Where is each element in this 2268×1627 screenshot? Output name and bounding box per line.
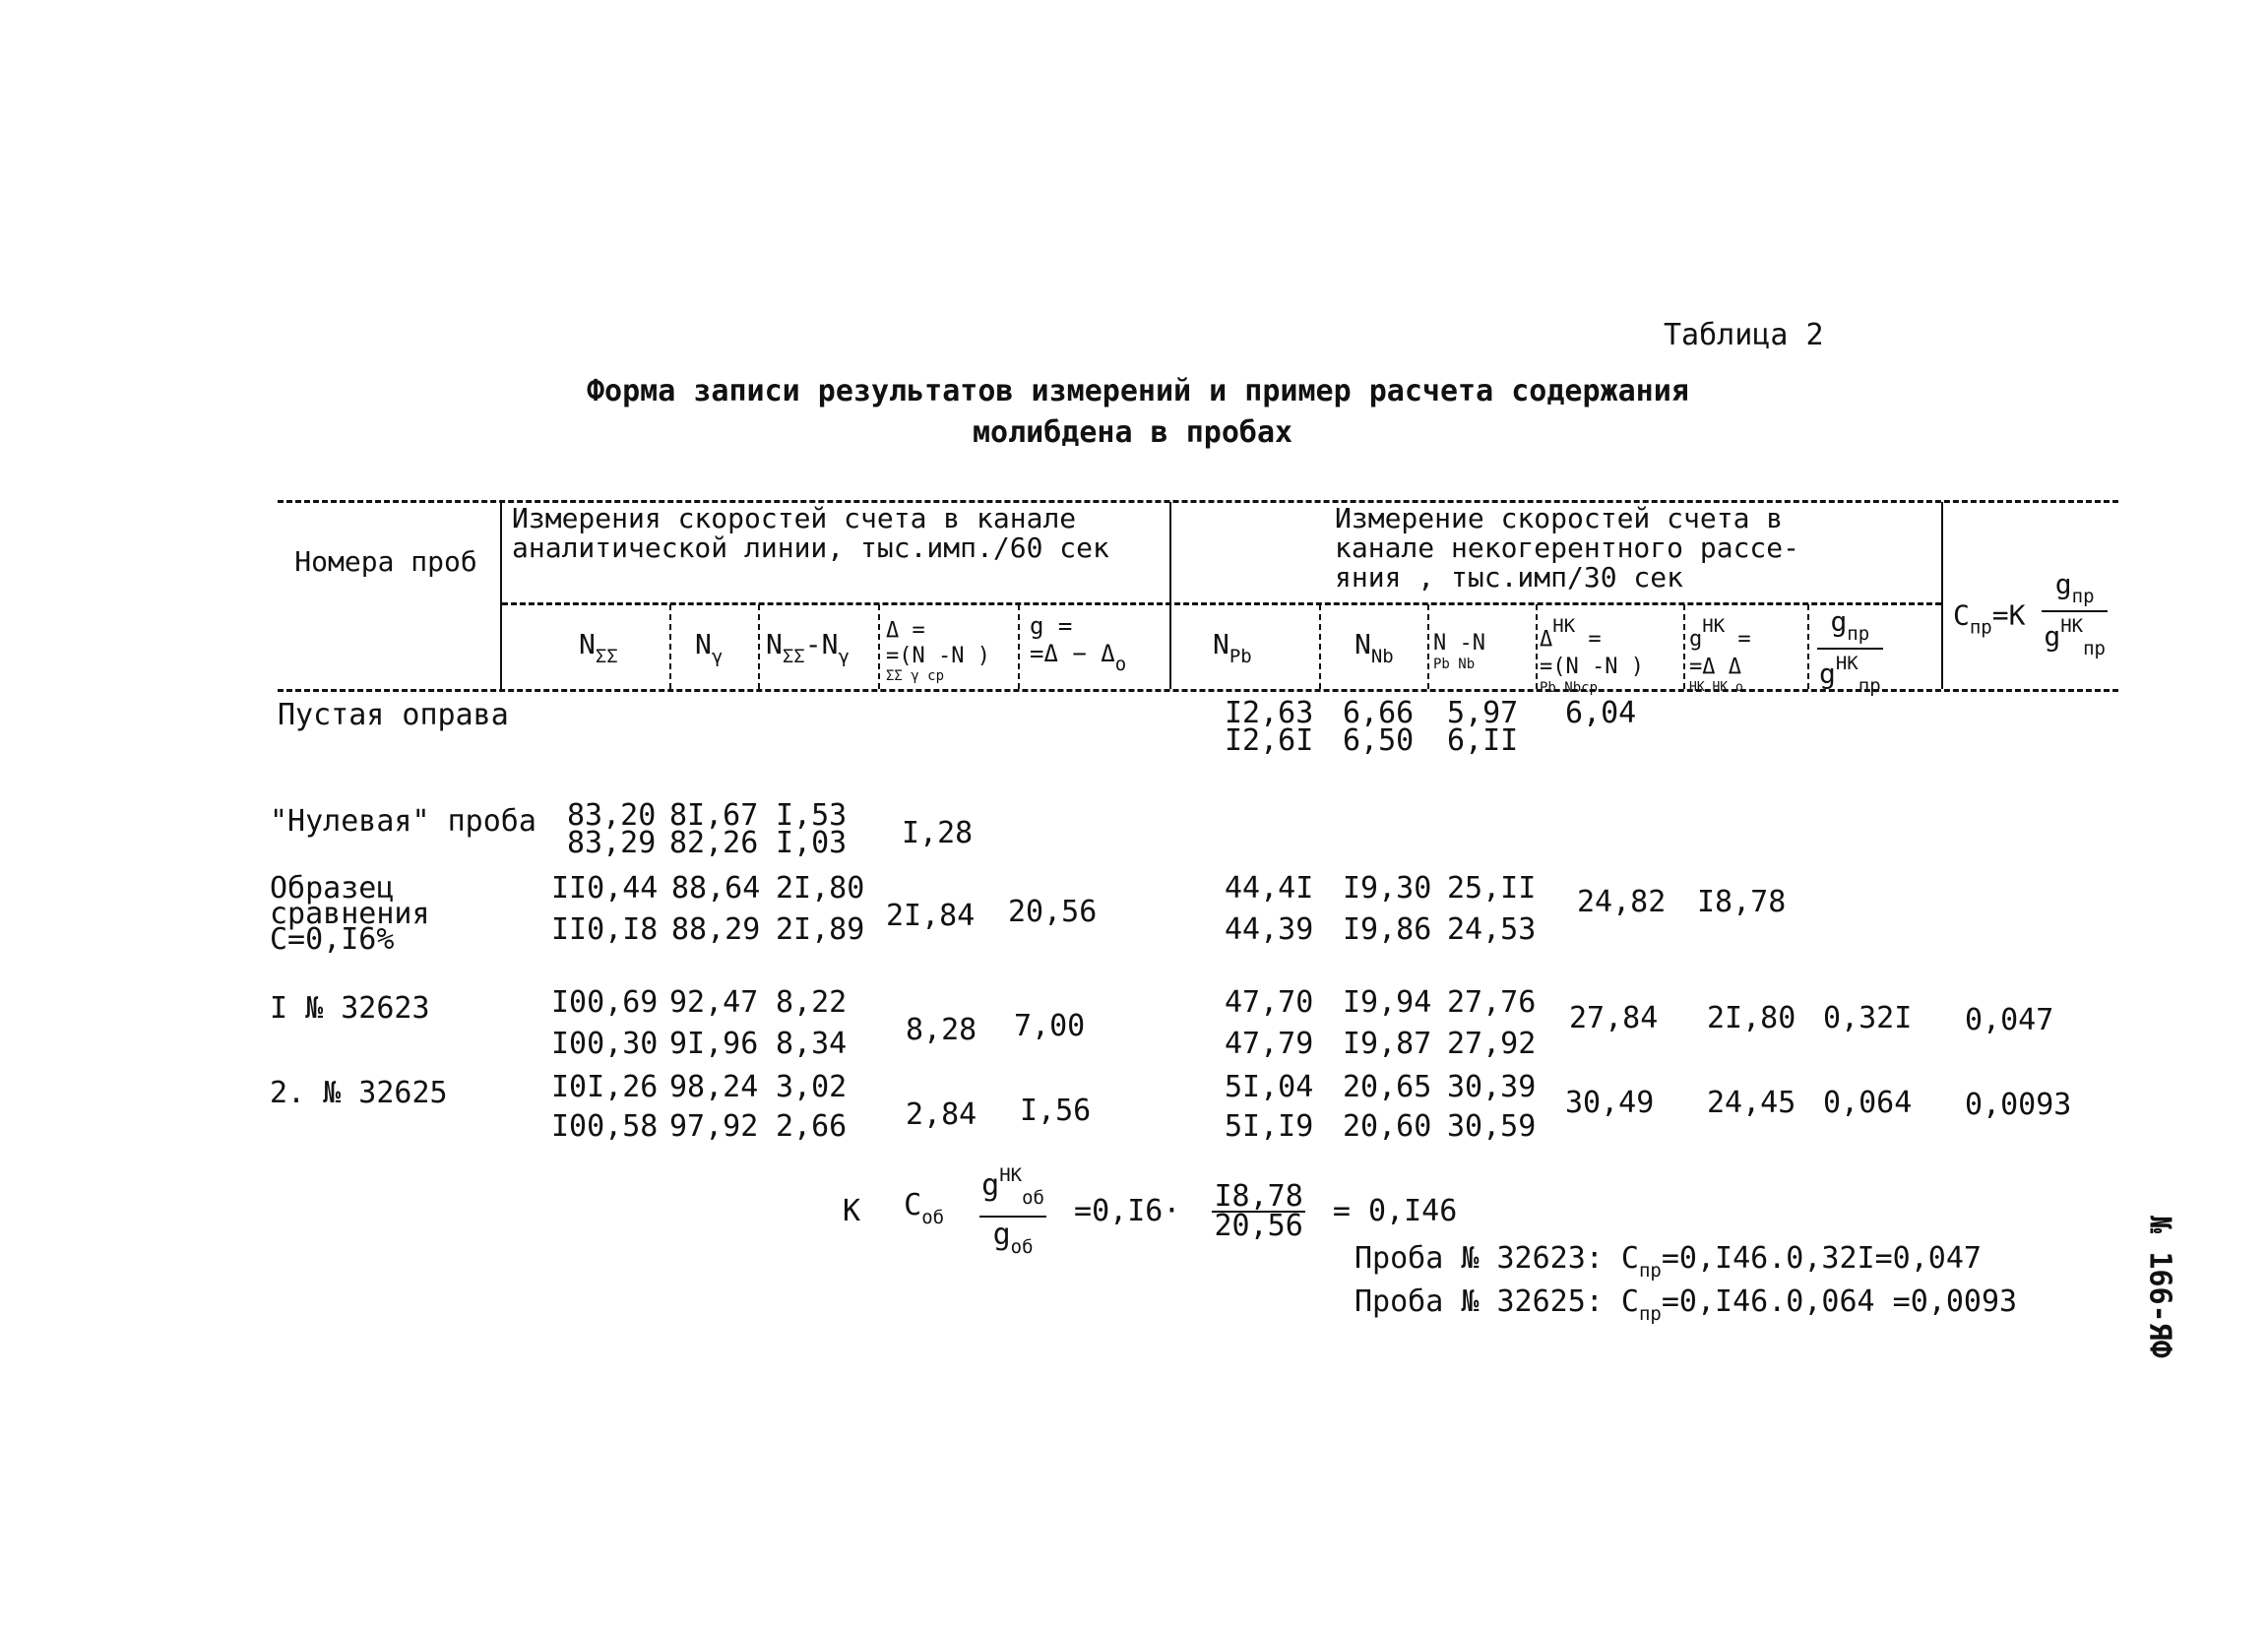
row-reference-label-3: С=0,I6%	[270, 922, 395, 957]
row-zero-n-sum-2: 83,29	[567, 826, 657, 860]
sub-sep-7	[1536, 604, 1538, 689]
sub-sep-9	[1807, 604, 1809, 689]
subheader-g-bottom-sub: о	[1114, 654, 1127, 675]
subheader-g-top: g =	[1030, 612, 1073, 640]
row-reference-g-nk: I8,78	[1697, 885, 1787, 919]
subheader-g-nk-formula-sub: о	[1734, 680, 1743, 695]
row-sample2-c: 0,0093	[1965, 1088, 2072, 1122]
row-empty-diff-1: 5,97	[1447, 696, 1519, 730]
header-c-den-sub: пр	[2083, 638, 2106, 659]
k-ratio-fraction	[979, 1158, 1046, 1265]
row-sample1-n-pb-1: 47,70	[1225, 985, 1314, 1020]
subheader-n-nb-symbol: N	[1354, 628, 1371, 660]
header-c-eq: =K	[1991, 598, 2026, 632]
subheader-g-nk-sup: НК	[1702, 615, 1726, 637]
row-reference-n-gamma-2: 88,29	[671, 912, 761, 947]
subheader-diff: $N_{\Sigma\Sigma}-N_\gamma$	[766, 628, 850, 667]
row-sample1-n-pb-2: 47,79	[1225, 1027, 1314, 1061]
c-ob-subscript: об	[921, 1206, 945, 1228]
row-sample2-ratio: 0,064	[1823, 1086, 1913, 1120]
k-ratio-num: g	[981, 1168, 1000, 1203]
header-c-formula	[1953, 568, 2108, 662]
row-sample2-diff-2: 2,66	[776, 1109, 848, 1144]
k-value-fraction	[1212, 1178, 1304, 1243]
calc-line-32625	[1354, 1285, 2017, 1331]
calc-line-32625-prefix: Проба № 32625: C	[1354, 1284, 1639, 1319]
k-result: = 0,I46	[1332, 1193, 1458, 1228]
subheader-n-pb-subscript: Pb	[1228, 646, 1252, 667]
header-incoherent-line2: канале некогерентного рассе-	[1335, 532, 1800, 564]
row-sample1-n-nb-2: I9,87	[1343, 1027, 1432, 1061]
table-title-line1: Форма записи результатов измерений и пример расчета содержания	[587, 374, 1689, 408]
row-sample2-n-gamma-1: 98,24	[669, 1070, 759, 1104]
row-empty-n-nb-2: 6,50	[1343, 723, 1415, 758]
row-zero-n-gamma-1: 8I,67	[669, 798, 759, 833]
sub-sep-3	[878, 604, 880, 689]
calc-line-32623-rest: =0,I46.0,32I=0,047	[1661, 1241, 1982, 1276]
row-reference-n-nb-2: I9,86	[1343, 912, 1432, 947]
row-reference-n-pb-2: 44,39	[1225, 912, 1314, 947]
row-sample2-n-sum-2: I00,58	[551, 1109, 659, 1144]
subheader-g-nk-formula-sup: НК НК	[1689, 680, 1729, 695]
subheader-delta-subscript: ΣΣ γ ср	[886, 668, 945, 684]
row-sample2-n-pb-2: 5I,I9	[1225, 1109, 1314, 1144]
col-sep-c	[1941, 502, 1943, 689]
row-reference-n-pb-1: 44,4I	[1225, 871, 1314, 906]
row-zero-label: "Нулевая" проба	[270, 804, 536, 839]
k-ratio-den-sub: об	[1010, 1236, 1034, 1258]
row-reference-g: 20,56	[1008, 895, 1098, 929]
subheader-delta-nk-formula: =(N -N )	[1540, 655, 1644, 679]
sub-sep-8	[1683, 604, 1685, 689]
subheader-n-sum-subscript: ΣΣ	[595, 646, 618, 667]
row-sample1-n-gamma-2: 9I,96	[669, 1027, 759, 1061]
calc-line-32623-sub: пр	[1638, 1260, 1662, 1282]
row-reference-delta: 2I,84	[886, 899, 976, 933]
k-value-den: 20,56	[1214, 1208, 1303, 1243]
row-sample1-delta: 8,28	[906, 1013, 977, 1047]
subheader-n-sum-symbol: N	[579, 628, 596, 660]
row-empty-label: Пустая оправа	[278, 698, 509, 732]
sub-sep-5	[1319, 604, 1321, 689]
subheader-delta	[886, 618, 990, 683]
row-sample2-inc-diff-1: 30,39	[1447, 1070, 1537, 1104]
col-sep-groups	[1169, 502, 1171, 689]
row-sample2-n-gamma-2: 97,92	[669, 1109, 759, 1144]
calc-line-32623-prefix: Проба № 32623: C	[1354, 1241, 1639, 1276]
k-ratio-den: g	[992, 1218, 1011, 1252]
subheader-n-gamma	[695, 630, 723, 671]
subheader-delta-nk-sup: НК	[1552, 615, 1576, 637]
row-sample2-label: 2. № 32625	[270, 1076, 448, 1110]
row-zero-n-sum-1: 83,20	[567, 798, 657, 833]
row-sample1-diff-1: 8,22	[776, 985, 848, 1020]
c-ob-term	[904, 1186, 944, 1237]
row-sample1-label: I № 32623	[270, 991, 430, 1026]
row-sample2-delta-nk: 30,49	[1565, 1086, 1655, 1120]
subheader-ratio-num-sub: пр	[1847, 623, 1870, 645]
subheader-diff-sub2: γ	[838, 646, 850, 667]
row-reference-label-1: Образец	[270, 871, 395, 906]
subheader-g-bottom: =Δ − Δ	[1030, 640, 1115, 667]
row-sample2-n-nb-2: 20,60	[1343, 1109, 1432, 1144]
subheader-n-nb	[1354, 630, 1394, 671]
row-sample1-n-nb-1: I9,94	[1343, 985, 1432, 1020]
subheader-n-sum	[579, 630, 618, 671]
calc-line-32625-sub: пр	[1638, 1303, 1662, 1325]
table-label: Таблица 2	[1664, 318, 1824, 352]
row-reference-diff-2: 2I,89	[776, 912, 865, 947]
row-empty-n-pb-1: I2,63	[1225, 696, 1314, 730]
row-sample1-g: 7,00	[1014, 1009, 1086, 1043]
c-ob-symbol: C	[904, 1187, 922, 1222]
sub-sep-1	[669, 604, 671, 689]
row-sample2-n-pb-1: 5I,04	[1225, 1070, 1314, 1104]
sub-sep-6	[1427, 604, 1429, 689]
row-reference-inc-diff-1: 25,II	[1447, 871, 1537, 906]
k-ratio-num-sub: об	[1022, 1187, 1044, 1209]
subheader-g-nk: gНК = =Δ Δ НК НК о	[1689, 615, 1751, 695]
sub-sep-4	[1018, 604, 1020, 689]
row-empty-diff-2: 6,II	[1447, 723, 1519, 758]
subheader-inc-diff	[1433, 630, 1485, 671]
row-empty-n-nb-1: 6,66	[1343, 696, 1415, 730]
header-incoherent-line1: Измерение скоростей счета в	[1335, 502, 1784, 534]
subheader-g	[1030, 612, 1126, 678]
subheader-ratio-den: g	[1819, 657, 1836, 690]
subheader-ratio	[1817, 605, 1883, 700]
header-incoherent-line3: яния , тыс.имп/30 сек	[1335, 561, 1684, 594]
header-sample-number: Номера проб	[294, 545, 477, 578]
header-c-num-sub: пр	[2071, 586, 2095, 607]
row-sample1-inc-diff-2: 27,92	[1447, 1027, 1537, 1061]
row-reference-n-gamma-1: 88,64	[671, 871, 761, 906]
subheader-n-pb	[1213, 630, 1252, 671]
row-sample1-inc-diff-1: 27,76	[1447, 985, 1537, 1020]
row-reference-n-sum-1: II0,44	[551, 871, 659, 906]
header-c-lhs: C	[1953, 598, 1970, 632]
header-c-lhs-sub: пр	[1969, 616, 1992, 639]
header-sub-rule	[502, 602, 1941, 605]
row-sample1-n-sum-1: I00,69	[551, 985, 659, 1020]
k-value-num: I8,78	[1214, 1178, 1303, 1214]
header-c-den-sup: НК	[2060, 615, 2084, 637]
row-sample1-g-nk: 2I,80	[1707, 1001, 1796, 1035]
row-sample1-n-gamma-1: 92,47	[669, 985, 759, 1020]
k-eq-value: =0,I6·	[1074, 1193, 1181, 1228]
subheader-delta-nk-sub: Pb Nbср	[1540, 680, 1599, 696]
row-zero-diff-1: I,53	[776, 798, 848, 833]
row-reference-inc-diff-2: 24,53	[1447, 912, 1537, 947]
row-empty-delta-nk: 6,04	[1565, 696, 1637, 730]
row-zero-delta: I,28	[902, 816, 974, 850]
subheader-n-gamma-subscript: γ	[711, 646, 724, 667]
subheader-delta-nk: ΔНК = =(N -N ) Pb Nbср	[1540, 615, 1644, 696]
row-reference-n-sum-2: II0,I8	[551, 912, 659, 947]
subheader-ratio-den-sup: НК	[1835, 653, 1858, 674]
row-sample1-diff-2: 8,34	[776, 1027, 848, 1061]
row-sample2-delta: 2,84	[906, 1097, 977, 1132]
row-sample2-n-sum-1: I0I,26	[551, 1070, 659, 1104]
row-sample1-n-sum-2: I00,30	[551, 1027, 659, 1061]
row-sample1-c: 0,047	[1965, 1003, 2054, 1037]
subheader-n-nb-subscript: Nb	[1370, 646, 1394, 667]
sub-sep-2	[758, 604, 760, 689]
subheader-delta-top: Δ =	[886, 618, 925, 643]
subheader-diff-symbol1: N	[766, 628, 783, 660]
subheader-ratio-den-sub: пр	[1858, 675, 1881, 697]
row-reference-label-2: сравнения	[270, 897, 430, 931]
row-reference-diff-1: 2I,80	[776, 871, 865, 906]
row-zero-n-gamma-2: 82,26	[669, 826, 759, 860]
subheader-inc-diff-sub: Pb Nb	[1433, 657, 1476, 672]
row-sample1-delta-nk: 27,84	[1569, 1001, 1659, 1035]
subheader-ratio-num: g	[1830, 605, 1848, 638]
subheader-inc-diff-symbol: N -N	[1433, 631, 1485, 656]
header-analytic-line2: аналитической линии, тыс.имп./60 сек	[512, 532, 1109, 564]
subheader-n-gamma-symbol: N	[695, 628, 712, 660]
header-analytic-line1: Измерения скоростей счета в канале	[512, 502, 1077, 534]
subheader-ratio-fraction	[1817, 605, 1883, 700]
row-empty-n-pb-2: I2,6I	[1225, 723, 1314, 758]
subheader-diff-sub1: ΣΣ	[782, 646, 805, 667]
row-sample2-g: I,56	[1020, 1094, 1092, 1128]
row-zero-diff-2: I,03	[776, 826, 848, 860]
side-stamp: № 166-ЯФ	[2142, 1216, 2177, 1358]
subheader-delta-nk-symbol: Δ	[1540, 627, 1553, 652]
row-reference-n-nb-1: I9,30	[1343, 871, 1432, 906]
subheader-delta-bottom: =(N -N )	[886, 644, 990, 668]
table-title-line2: молибдена в пробах	[973, 415, 1293, 450]
subheader-g-nk-formula: =Δ Δ	[1689, 655, 1741, 679]
k-symbol: К	[843, 1193, 861, 1228]
header-c-fraction	[2042, 568, 2108, 662]
subheader-n-pb-symbol: N	[1213, 628, 1229, 660]
header-c-den: g	[2044, 620, 2061, 653]
row-sample2-n-nb-1: 20,65	[1343, 1070, 1432, 1104]
header-c-num: g	[2054, 568, 2072, 600]
calc-line-32623	[1354, 1242, 1982, 1287]
row-sample1-ratio: 0,32I	[1823, 1001, 1913, 1035]
row-reference-delta-nk: 24,82	[1577, 885, 1667, 919]
calc-line-32625-rest: =0,I46.0,064 =0,0093	[1661, 1284, 2018, 1319]
row-sample2-diff-1: 3,02	[776, 1070, 848, 1104]
row-sample2-g-nk: 24,45	[1707, 1086, 1796, 1120]
subheader-g-nk-symbol: g	[1689, 627, 1703, 652]
k-ratio-num-sup: НК	[999, 1164, 1023, 1186]
row-sample2-inc-diff-2: 30,59	[1447, 1109, 1537, 1144]
col-sep-sample	[500, 502, 502, 689]
